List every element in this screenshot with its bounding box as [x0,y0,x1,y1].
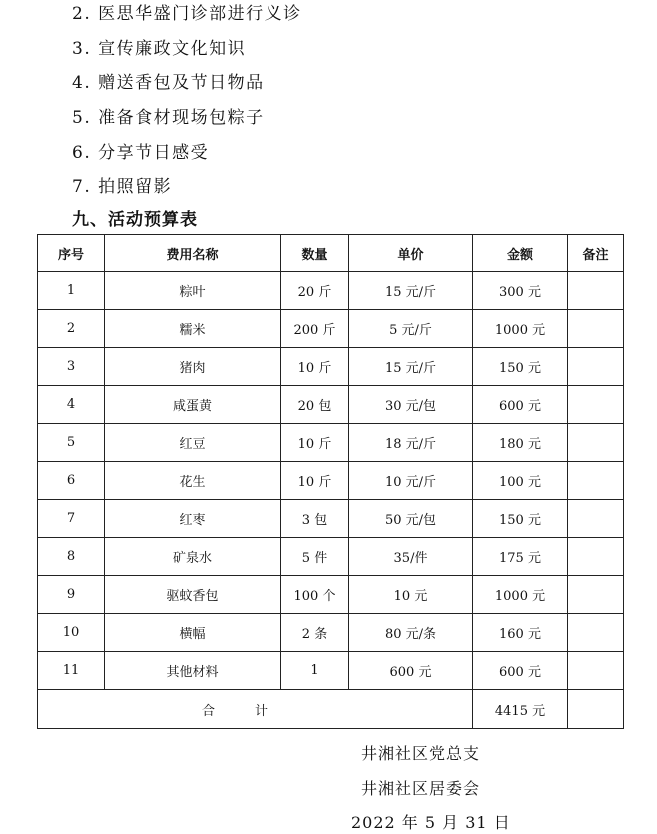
header-quantity: 数量 [281,235,349,272]
row-remarks [568,652,624,690]
row-quantity: 200 斤 [281,310,349,348]
row-index: 7 [38,500,105,538]
row-index: 1 [38,272,105,310]
total-label: 合计 [201,703,308,719]
row-remarks [568,310,624,348]
row-quantity: 10 斤 [281,462,349,500]
row-remarks [568,386,624,424]
row-unit-price: 18 元/斤 [349,424,473,462]
row-remarks [568,272,624,310]
row-index: 6 [38,462,105,500]
row-quantity: 20 斤 [281,272,349,310]
row-item-name: 猪肉 [105,348,281,386]
table-row [38,576,624,614]
table-row [38,272,624,310]
row-amount: 150 元 [473,500,568,538]
row-remarks [568,500,624,538]
row-quantity: 100 个 [281,576,349,614]
row-item-name: 驱蚊香包 [105,576,281,614]
row-unit-price: 80 元/条 [349,614,473,652]
table-row [38,538,624,576]
row-quantity: 10 斤 [281,348,349,386]
row-amount: 160 元 [473,614,568,652]
row-unit-price: 15 元/斤 [349,272,473,310]
row-amount: 150 元 [473,348,568,386]
row-quantity: 1 [281,652,349,690]
total-amount: 4415 元 [473,690,568,729]
table-row [38,462,624,500]
list-item: 5. 准备食材现场包粽子 [72,108,265,128]
list-item: 3. 宣传廉政文化知识 [72,39,247,59]
table-row [38,500,624,538]
list-item: 4. 赠送香包及节日物品 [72,73,265,93]
table-row [38,424,624,462]
row-item-name: 其他材料 [105,652,281,690]
budget-table [37,234,624,729]
row-amount: 175 元 [473,538,568,576]
header-remarks: 备注 [568,235,624,272]
list-item: 6. 分享节日感受 [72,143,210,163]
row-remarks [568,348,624,386]
row-item-name: 矿泉水 [105,538,281,576]
row-index: 10 [38,614,105,652]
table-row [38,614,624,652]
row-unit-price: 10 元/斤 [349,462,473,500]
row-remarks [568,462,624,500]
section-title: 九、活动预算表 [72,210,198,230]
row-index: 2 [38,310,105,348]
total-remarks [568,690,624,729]
row-unit-price: 15 元/斤 [349,348,473,386]
row-item-name: 横幅 [105,614,281,652]
row-index: 8 [38,538,105,576]
row-item-name: 糯米 [105,310,281,348]
row-item-name: 红枣 [105,500,281,538]
header-item-name: 费用名称 [105,235,281,272]
row-remarks [568,576,624,614]
row-item-name: 红豆 [105,424,281,462]
signature-org-committee: 井湘社区居委会 [361,779,481,798]
table-header-row [38,235,624,272]
header-index: 序号 [38,235,105,272]
row-unit-price: 50 元/包 [349,500,473,538]
row-index: 3 [38,348,105,386]
row-quantity: 20 包 [281,386,349,424]
row-item-name: 粽叶 [105,272,281,310]
row-index: 11 [38,652,105,690]
row-index: 9 [38,576,105,614]
row-unit-price: 35/件 [349,538,473,576]
list-item: 7. 拍照留影 [72,177,173,197]
table-row [38,310,624,348]
row-index: 5 [38,424,105,462]
row-quantity: 10 斤 [281,424,349,462]
row-quantity: 2 条 [281,614,349,652]
row-unit-price: 600 元 [349,652,473,690]
row-amount: 600 元 [473,652,568,690]
total-row [38,690,624,729]
row-amount: 600 元 [473,386,568,424]
row-item-name: 咸蛋黄 [105,386,281,424]
row-remarks [568,424,624,462]
header-amount: 金额 [473,235,568,272]
table-row [38,348,624,386]
table-row [38,386,624,424]
row-quantity: 3 包 [281,500,349,538]
row-amount: 1000 元 [473,310,568,348]
total-label-cell [38,690,473,729]
row-amount: 100 元 [473,462,568,500]
row-unit-price: 10 元 [349,576,473,614]
row-unit-price: 30 元/包 [349,386,473,424]
row-index: 4 [38,386,105,424]
list-item: 2. 医思华盛门诊部进行义诊 [72,4,302,24]
header-unit-price: 单价 [349,235,473,272]
signature-org-party: 井湘社区党总支 [361,744,481,763]
row-unit-price: 5 元/斤 [349,310,473,348]
row-remarks [568,538,624,576]
table-row [38,652,624,690]
row-amount: 1000 元 [473,576,568,614]
row-quantity: 5 件 [281,538,349,576]
row-amount: 300 元 [473,272,568,310]
row-item-name: 花生 [105,462,281,500]
row-remarks [568,614,624,652]
row-amount: 180 元 [473,424,568,462]
signature-date: 2022 年 5 月 31 日 [351,813,511,832]
